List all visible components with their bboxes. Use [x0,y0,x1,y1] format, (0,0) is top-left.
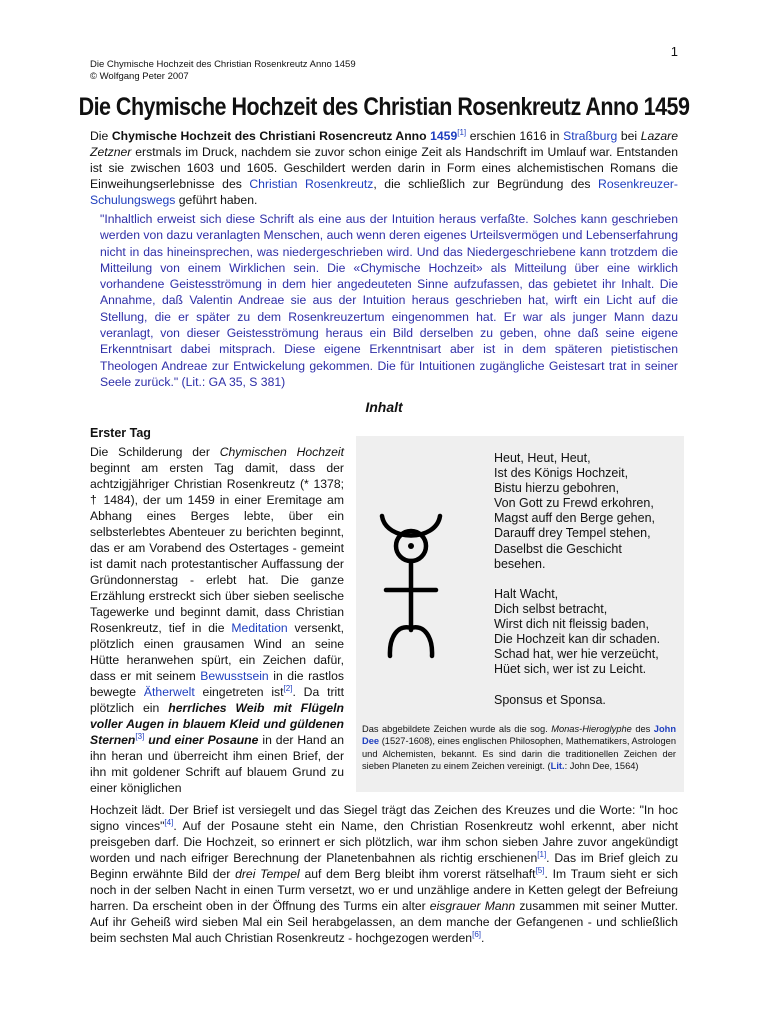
running-header [90,59,356,82]
footnote-3[interactable]: [3] [135,731,145,741]
invitation-poem: Heut, Heut, Heut, Ist des Königs Hochzeit, Bistu hierzu gebohren, Von Gott zu Frewd erkohren, Magst auff den Berge gehen, Darauff drey Tempel stehen, Daselbst die Geschicht besehen. Halt Wacht, Dich selbst betracht, Wirst dich nit fleissig baden, Die Hochzeit kan dir schaden. Schad hat, wer hie verzeücht, Hüet sich, wer ist zu Leicht. Sponsus et Sponsa. [494,451,661,707]
body-text-continued: Hochzeit lädt. Der Brief ist versiegelt und das Siegel trägt das Zeichen des Kreuzes und die Worte: "In hoc signo vinces"[4]. Auf der Posaune steht ein Name, den Christian Rosenkreutz wohl erkennt, aber nicht preisgeben darf. Die Hochzeit, so erinnert er sich plötzlich, war ihm schon sieben Jahre zuvor angekündigt worden und nach eifriger Berechnung der Planetenbahnen als richtig erschienen[1]. Das im Brief gleich zu Beginn erwähnte Bild der drei Tempel auf dem Berg bleibt ihm vorerst rätselhaft[5]. Im Traum sieht er sich noch in der selben Nacht in einen Turm versetzt, wo er und unzählige andere in Ketten gelegt der Befreiung harren. Da erscheint oben in der Öffnung des Turms ein alter eisgrauer Mann zusammen mit seiner Mutter. Auf ihr Geheiß wird sieben Mal ein Seil herabgelassen, an dem manche der Gefangenen - und schließlich beim sechsten Mal auch Christian Rosenkreutz - hochgezogen werden[6]. [90,803,678,945]
footnote-7[interactable]: [6] [472,929,481,939]
john-dee-link[interactable]: John Dee [362,724,677,747]
running-header-copyright: © Wolfgang Peter 2007 [90,70,189,82]
bewusstsein-link[interactable]: Bewusstsein [200,669,269,683]
running-header-title: Die Chymische Hochzeit des Christian Rosenkreutz Anno 1459 [90,59,356,70]
footnote-4[interactable]: [4] [164,817,174,827]
day-heading: Erster Tag [90,426,151,440]
meditation-link[interactable]: Meditation [231,621,288,635]
figure-caption: Das abgebildete Zeichen wurde als die sog. Monas-Hieroglyphe des John Dee (1527-1608), eines englischen Philosophen, Mathematikers, Astrologen und Alchemisten, bekannt. Es sind darin die traditionellen Zeichen der sieben Planeten zu einem Zeichen vereinigt. (Lit.: John Dee, 1564) [362,724,677,771]
page-title: Die Chymische Hochzeit des Christian Rosenkreutz Anno 1459 [78,93,690,121]
footnote-2[interactable]: [2] [283,683,293,693]
body-text-column: Die Schilderung der Chymischen Hochzeit beginnt am ersten Tag damit, dass der achtzigjähriger Christian Rosenkreutz (* 1378; † 1484), der um 1459 in einer Eremitage am Abhang eines Berges lebte, über ein selbsterlebtes Abenteuer zu berichten beginnt, das er am Vorabend des Ostertages - gemeint ist damit nach protestantischer Auffassung der Gründonnerstag - erlebt hat. Die ganze Erzählung erstreckt sich über sieben seelische Tagewerke und beginnt damit, dass Christian Rosenkreutz, tief in die Meditation versenkt, plötzlich einen grausamen Wind an seine Hütte heranwehen spürt, ein Zeichen dafür, dass er mit seinem Bewusstsein in die rastlos bewegte Ätherwelt eingetreten ist[2]. Da tritt plötzlich ein herrliches Weib mit Flügeln voller Augen in blauem Kleid und güldenen Sternen[3] und einer Posaune in der Hand an ihn heran und überreicht ihm einen Brief, der ihn mit goldener Schrift auf blauem Grund zu einer königlichen [90,445,345,795]
steiner-quote: "Inhaltlich erweist sich diese Schrift als eine aus der Intuition heraus verfaßte. Solches kann geschrieben werden von dazu veranlagten Menschen, auch wenn deren eigenes Urteilsvermögen und Lebenserfahrung nicht in das hineinsprechen, was niedergeschrieben wird. Und das Niedergeschriebene kann trotzdem die Mitteilung von einem Wirklichen sein. Die «Chymische Hochzeit» als Mitteilung über eine wirklich vorhandene Geistesströmung in dem hier angedeuteten Sinne aufzufassen, das gebietet ihr Inhalt. Die Annahme, daß Valentin Andreae sie aus der Intuition heraus geschrieben hat, wirft ein Licht auf die Stellung, die er später zu dem Rosenkreuzertum eingenommen hat. Er war als junger Mann dazu veranlagt, von dieser Geistesströmung heraus ein Bild derselben zu geben, ohne daß seine eigene Erkenntnisart dabei mitsprach. Diese eigene Erkenntnisart aber ist in dem späteren pietistischen Theologen Andreae zur Entwickelung gekommen. Die für Intuitionen zugängliche Geistesart trat in seiner Seele zurück." (Lit.: GA 35, S 381) [100,212,678,389]
page-number: 1 [670,44,678,59]
footnote-5[interactable]: [1] [537,849,547,859]
rosenkreuzer-schulungsweg-link[interactable]: Rosenkreuzer-Schulungswegs [90,177,678,207]
intro-paragraph: Die Chymische Hochzeit des Christiani Rosencreutz Anno 1459[1] erschien 1616 in Straßburg bei Lazare Zetzner erstmals im Druck, nachdem sie zuvor schon einige Zeit als Handschrift im Umlauf war. Entstanden ist sie zwischen 1603 und 1605. Geschildert werden darin in Form eines alchemistischen Romans die Einweihungserlebnisse des Christian Rosenkreutz, die schließlich zur Begründung des Rosenkreuzer-Schulungswegs geführt haben. [90,127,678,207]
christian-rosenkreutz-link[interactable]: Christian Rosenkreutz [249,177,374,191]
monas-hieroglyph-icon [366,496,456,666]
toc-heading: Inhalt [365,399,403,415]
aetherwelt-link[interactable]: Ätherwelt [143,685,195,699]
lit-link[interactable]: Lit. [550,760,565,771]
year-link[interactable]: 1459 [430,129,458,143]
strassburg-link[interactable]: Straßburg [563,129,618,143]
footnote-1[interactable]: [1] [457,127,467,137]
footnote-6[interactable]: [5] [535,865,545,875]
